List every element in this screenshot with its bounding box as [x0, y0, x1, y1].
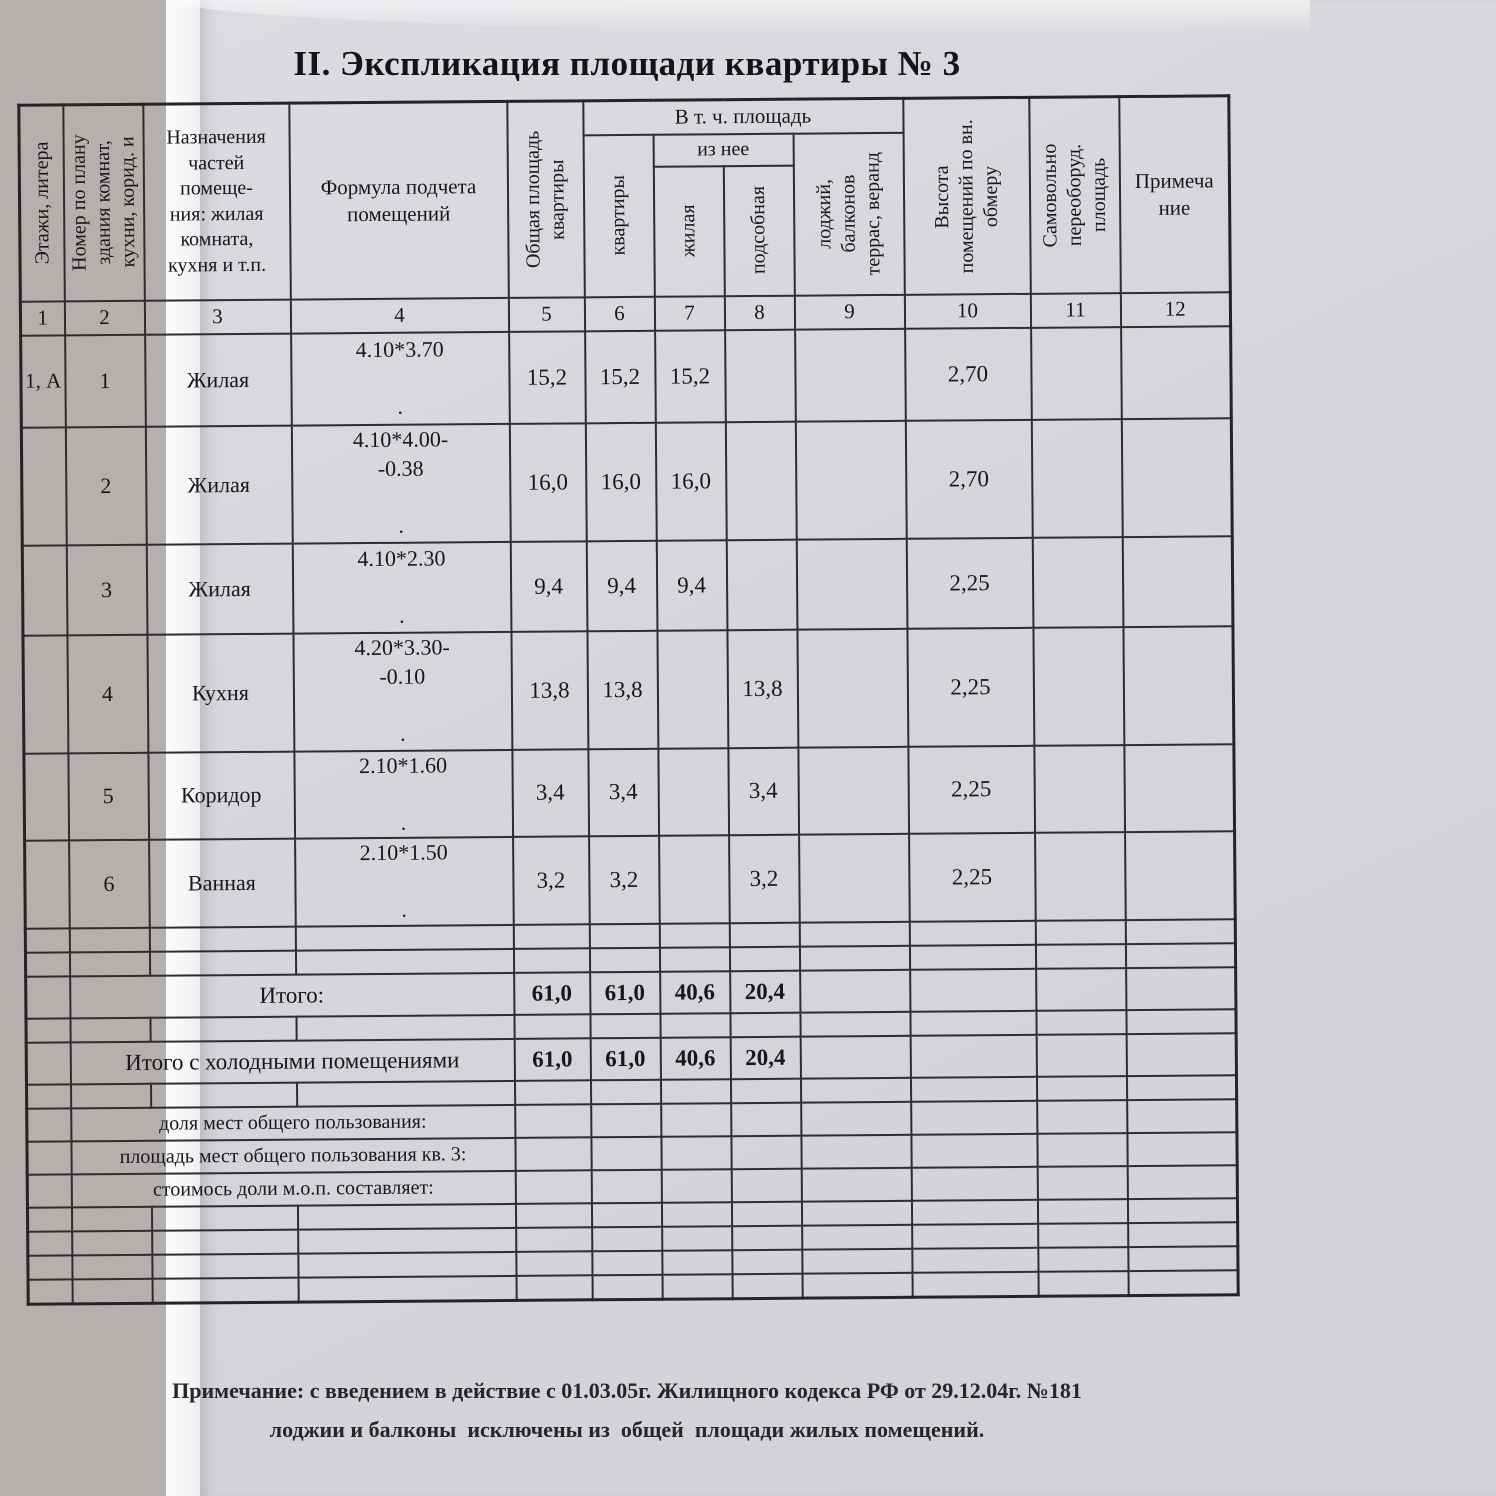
room-purpose: Ванная	[149, 839, 296, 928]
empty-cell	[731, 1202, 801, 1227]
room-living-area	[658, 748, 729, 836]
empty-cell	[69, 952, 149, 977]
empty-cell	[1035, 920, 1125, 945]
room-number: 6	[69, 840, 150, 928]
empty-cell	[514, 1014, 590, 1039]
room-height: 2,25	[906, 537, 1033, 628]
room-floor	[22, 545, 67, 635]
empty-cell	[802, 1225, 912, 1250]
empty-cell	[27, 1084, 71, 1108]
empty-cell	[590, 1014, 660, 1039]
empty-cell	[1127, 1132, 1237, 1166]
empty-cell	[802, 1249, 912, 1274]
header-note: Примеча ние	[1119, 96, 1231, 293]
empty-cell	[1036, 1034, 1126, 1077]
room-unauthorized	[1034, 745, 1125, 833]
totals-cold-aux-area: 20,4	[730, 1037, 800, 1080]
empty-cell	[27, 1207, 71, 1231]
empty-cell	[801, 1168, 911, 1202]
empty-cell	[25, 928, 69, 952]
room-total-area: 3,2	[513, 837, 590, 925]
room-total-area: 13,8	[511, 631, 588, 750]
header-purpose: Назначения частей помеще- ния: жилая комната, кухня и т.п.	[143, 103, 291, 300]
room-note	[1124, 744, 1235, 833]
empty-cell	[1127, 1198, 1237, 1223]
empty-cell	[150, 1017, 296, 1042]
col-number: 1	[20, 301, 64, 335]
empty-cell	[591, 1170, 661, 1204]
empty-cell	[151, 1083, 297, 1108]
col-number: 9	[794, 294, 904, 329]
room-row	[23, 626, 1234, 753]
room-number: 2	[65, 426, 146, 545]
empty-cell	[1035, 944, 1125, 969]
empty-cell	[661, 1103, 731, 1137]
empty-cell	[1127, 1099, 1237, 1133]
col-number: 3	[144, 299, 290, 334]
mop-label: площадь мест общего пользования кв. 3:	[71, 1138, 515, 1174]
room-formula: 4.20*3.30- -0.10 .	[293, 631, 512, 751]
room-living-area	[657, 630, 728, 749]
col-number: 7	[654, 296, 724, 331]
empty-cell	[800, 1078, 910, 1103]
room-number: 3	[66, 544, 147, 635]
room-total-area: 16,0	[509, 423, 586, 542]
room-loggia-area	[795, 420, 906, 539]
room-living-area: 9,4	[656, 540, 727, 631]
room-number: 1	[65, 334, 146, 427]
empty-cell	[661, 1136, 731, 1170]
empty-cell	[26, 976, 70, 1018]
totals-cold-total-area: 61,0	[514, 1038, 590, 1081]
room-height: 2,25	[909, 833, 1036, 922]
col-number: 8	[724, 295, 794, 330]
empty-cell	[590, 1080, 660, 1105]
empty-cell	[801, 1201, 911, 1226]
empty-cell	[71, 1084, 151, 1109]
empty-cell	[729, 947, 799, 972]
empty-cell	[729, 923, 799, 948]
room-note	[1121, 418, 1232, 537]
empty-cell	[298, 1228, 516, 1254]
room-purpose: Коридор	[148, 751, 295, 840]
section-title: II. Экспликация площади квартиры № 3	[293, 44, 961, 83]
empty-cell	[28, 1255, 72, 1279]
empty-cell	[732, 1250, 802, 1275]
empty-cell	[1128, 1222, 1238, 1247]
empty-cell	[516, 1227, 592, 1252]
room-formula: 4.10*4.00- -0.38 .	[291, 423, 510, 543]
room-living-area: 16,0	[655, 422, 726, 541]
empty-cell	[1126, 1075, 1236, 1100]
empty-cell	[149, 927, 295, 952]
empty-cell	[1126, 1033, 1236, 1076]
header-plan-number: Номер по плану здания комнат, кухни, корид. и	[63, 104, 145, 301]
room-loggia-area	[797, 628, 908, 747]
mop-label: доля мест общего пользования:	[71, 1105, 515, 1141]
empty-cell	[72, 1255, 152, 1280]
room-row	[21, 326, 1232, 428]
empty-cell	[732, 1226, 802, 1251]
room-purpose: Жилая	[145, 425, 292, 544]
empty-cell	[151, 1206, 297, 1231]
col-number: 10	[904, 293, 1030, 328]
empty-cell	[516, 1275, 592, 1300]
empty-cell	[910, 1077, 1036, 1102]
empty-cell	[660, 1013, 730, 1038]
empty-cell	[1037, 1199, 1127, 1224]
room-total-area: 9,4	[510, 541, 587, 632]
empty-cell	[297, 1204, 515, 1230]
room-aux-area: 3,4	[728, 747, 799, 835]
col-number: 2	[64, 300, 144, 335]
room-height: 2,25	[907, 627, 1034, 746]
empty-cell	[800, 1012, 910, 1037]
empty-cell	[1036, 1010, 1126, 1035]
footnote	[22, 1372, 1232, 1449]
empty-cell	[589, 948, 659, 973]
empty-cell	[911, 1101, 1037, 1135]
empty-cell	[1126, 1009, 1236, 1034]
room-apt-area: 16,0	[585, 422, 656, 541]
room-floor	[24, 753, 69, 841]
col-number: 4	[290, 297, 508, 333]
empty-cell	[910, 969, 1036, 1012]
empty-cell	[659, 923, 729, 948]
empty-cell	[662, 1226, 732, 1251]
empty-cell	[592, 1275, 662, 1300]
empty-cell	[1038, 1271, 1128, 1296]
empty-cell	[27, 1108, 71, 1141]
empty-cell	[27, 1174, 71, 1207]
room-note	[1122, 536, 1233, 627]
room-floor	[25, 841, 70, 929]
header-height: Высота помещений по вн. обмеру	[903, 97, 1031, 294]
room-aux-area: 13,8	[727, 629, 798, 748]
room-unauthorized	[1031, 327, 1122, 420]
totals-cold-label: Итого с холодными помещениями	[70, 1039, 514, 1084]
room-floor	[23, 635, 68, 753]
room-total-area: 3,4	[512, 749, 589, 837]
room-loggia-area	[799, 834, 910, 923]
empty-cell	[910, 1011, 1036, 1036]
room-unauthorized	[1035, 832, 1126, 920]
empty-cell	[515, 1137, 591, 1171]
empty-cell	[298, 1252, 516, 1278]
footnote-line-2: лоджии и балконы исключены из общей площади жилых помещений.	[269, 1416, 985, 1442]
empty-cell	[1038, 1223, 1128, 1248]
header-group-area: В т. ч. площадь	[583, 98, 903, 135]
empty-cell	[801, 1135, 911, 1169]
empty-cell	[1038, 1247, 1128, 1272]
room-apt-area: 13,8	[587, 630, 658, 749]
empty-cell	[802, 1273, 912, 1298]
empty-cell	[1125, 919, 1235, 944]
empty-cell	[592, 1227, 662, 1252]
room-floor: 1, А	[21, 335, 66, 427]
empty-cell	[911, 1134, 1037, 1168]
room-aux-area	[725, 421, 796, 540]
header-auxiliary: подсобная	[723, 165, 794, 296]
empty-cell	[800, 970, 910, 1013]
room-formula: 2.10*1.60 .	[294, 749, 513, 838]
totals-label: Итого:	[70, 973, 514, 1018]
col-number: 11	[1030, 293, 1120, 328]
room-number: 4	[67, 634, 148, 753]
empty-cell	[660, 1079, 730, 1104]
empty-cell	[296, 1015, 514, 1041]
room-living-area: 15,2	[655, 330, 726, 423]
empty-cell	[72, 1231, 152, 1256]
empty-cell	[912, 1272, 1038, 1297]
header-loggia: лоджий, балконов террас, веранд	[793, 132, 904, 295]
empty-cell	[28, 1231, 72, 1255]
footnote-line-1: Примечание: с введением в действие с 01.03.05г. Жилищного кодекса РФ от 29.12.04г. №181	[172, 1378, 1082, 1403]
room-total-area: 15,2	[509, 331, 586, 424]
empty-cell	[731, 1136, 801, 1170]
empty-cell	[515, 1104, 591, 1138]
empty-cell	[591, 1203, 661, 1228]
totals-cold-apt-area: 61,0	[590, 1038, 660, 1081]
empty-cell	[296, 1081, 514, 1107]
empty-cell	[731, 1103, 801, 1137]
room-aux-area	[725, 329, 796, 422]
empty-cell	[659, 947, 729, 972]
header-formula: Формула подчета помещений	[289, 101, 509, 299]
empty-cell	[152, 1230, 298, 1255]
room-note	[1121, 326, 1232, 419]
empty-cell	[1128, 1246, 1238, 1271]
empty-cell	[662, 1250, 732, 1275]
empty-cell	[516, 1251, 592, 1276]
empty-cell	[911, 1167, 1037, 1201]
col-number: 5	[508, 297, 584, 332]
header-row-top	[19, 96, 1229, 140]
room-apt-area: 15,2	[585, 330, 656, 423]
room-apt-area: 9,4	[586, 540, 657, 631]
empty-cell	[71, 1207, 151, 1232]
room-purpose: Жилая	[145, 333, 292, 426]
empty-cell	[801, 1102, 911, 1136]
empty-cell	[298, 1276, 516, 1302]
room-row	[21, 418, 1232, 545]
mop-label: стоимось доли м.о.п. составляет:	[71, 1171, 515, 1207]
empty-cell	[1125, 943, 1235, 968]
empty-cell	[799, 922, 909, 947]
room-row	[24, 744, 1235, 841]
room-loggia-area	[795, 328, 906, 421]
room-formula: 4.10*3.70 .	[291, 331, 510, 425]
empty-cell	[295, 925, 513, 951]
room-number: 5	[68, 752, 149, 840]
empty-cell	[26, 1018, 70, 1042]
room-height: 2,25	[908, 745, 1035, 834]
room-purpose: Жилая	[146, 543, 293, 634]
header-total-area: Общая площадь квартиры	[507, 101, 585, 298]
room-loggia-area	[796, 538, 907, 629]
room-unauthorized	[1032, 537, 1123, 628]
empty-cell	[1037, 1133, 1127, 1167]
empty-cell	[912, 1248, 1038, 1273]
empty-cell	[800, 1036, 910, 1079]
empty-cell	[149, 951, 295, 976]
room-aux-area	[726, 539, 797, 630]
empty-cell	[799, 946, 909, 971]
empty-cell	[1036, 968, 1126, 1011]
room-loggia-area	[798, 746, 909, 835]
room-note	[1123, 626, 1234, 745]
header-living: жилая	[653, 166, 724, 297]
col-number: 12	[1120, 292, 1230, 327]
empty-cell	[909, 921, 1035, 946]
room-living-area	[659, 835, 730, 923]
empty-cell	[1126, 967, 1236, 1010]
room-apt-area: 3,2	[589, 836, 660, 924]
empty-cell	[27, 1141, 71, 1174]
totals-aux-area: 20,4	[730, 971, 800, 1014]
header-apartment: квартиры	[583, 134, 654, 297]
empty-cell	[662, 1274, 732, 1299]
empty-cell	[513, 924, 589, 949]
room-formula: 4.10*2.30 .	[292, 541, 511, 633]
room-aux-area: 3,2	[729, 835, 800, 923]
empty-cell	[911, 1200, 1037, 1225]
empty-cell	[515, 1170, 591, 1204]
room-unauthorized	[1031, 419, 1122, 538]
empty-cell	[730, 1013, 800, 1038]
empty-cell	[28, 1279, 72, 1303]
room-unauthorized	[1033, 627, 1124, 746]
empty-cell	[910, 1035, 1036, 1078]
empty-cell	[912, 1224, 1038, 1249]
room-purpose: Кухня	[147, 633, 294, 752]
room-note	[1125, 832, 1236, 921]
explication-table	[17, 94, 1239, 1305]
empty-cell	[730, 1079, 800, 1104]
empty-cell	[70, 1018, 150, 1043]
empty-cell	[72, 1279, 152, 1304]
empty-cell	[591, 1104, 661, 1138]
empty-cell	[515, 1203, 591, 1228]
header-subgroup: из нее	[653, 133, 793, 166]
empty-cell	[592, 1251, 662, 1276]
empty-cell	[1037, 1100, 1127, 1134]
room-height: 2,70	[905, 327, 1032, 420]
room-row	[22, 536, 1233, 636]
empty-cell	[25, 952, 69, 976]
room-apt-area: 3,4	[588, 748, 659, 836]
empty-cell	[1128, 1270, 1238, 1295]
empty-cell	[26, 1042, 70, 1084]
totals-living-area: 40,6	[660, 971, 730, 1014]
room-formula: 2.10*1.50 .	[295, 837, 514, 926]
header-unauthorized: Самовольно переоборуд. площадь	[1029, 97, 1121, 294]
room-row	[25, 832, 1236, 929]
totals-cold-living-area: 40,6	[660, 1037, 730, 1080]
empty-cell	[1127, 1165, 1237, 1199]
empty-cell	[514, 1080, 590, 1105]
empty-cell	[661, 1169, 731, 1203]
empty-cell	[589, 924, 659, 949]
empty-cell	[152, 1254, 298, 1279]
empty-cell	[661, 1202, 731, 1227]
totals-total-area: 61,0	[514, 972, 590, 1015]
totals-apt-area: 61,0	[590, 972, 660, 1015]
empty-cell	[731, 1169, 801, 1203]
header-floor-literal: Этажи, литера	[19, 105, 65, 301]
empty-cell	[1037, 1166, 1127, 1200]
empty-cell	[295, 949, 513, 975]
empty-cell	[732, 1274, 802, 1299]
col-number: 6	[584, 296, 654, 331]
empty-cell	[591, 1137, 661, 1171]
room-floor	[21, 427, 66, 545]
empty-cell	[909, 945, 1035, 970]
empty-cell	[69, 928, 149, 953]
empty-cell	[513, 948, 589, 973]
empty-cell	[152, 1278, 298, 1303]
empty-cell	[1036, 1076, 1126, 1101]
room-height: 2,70	[905, 419, 1032, 538]
